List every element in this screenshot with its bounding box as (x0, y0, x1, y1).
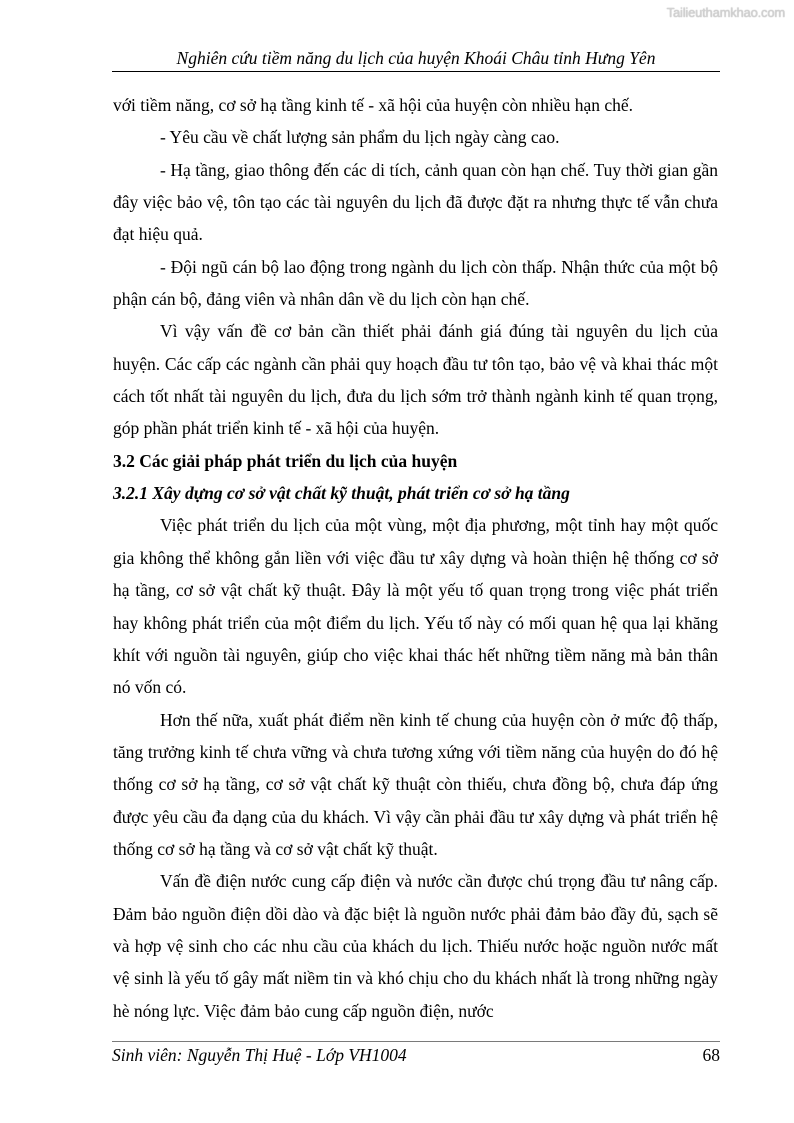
paragraph-continuation: với tiềm năng, cơ sở hạ tầng kinh tế - xã hội của huyện còn nhiều hạn chế. (113, 95, 634, 115)
header-title: Nghiên cứu tiềm năng du lịch của huyện Khoái Châu tỉnh Hưng Yên (176, 48, 656, 68)
document-body (113, 89, 718, 1027)
paragraph-economy: Hơn thế nữa, xuất phát điểm nền kinh tế chung của huyện còn ở mức độ thấp, tăng trưởng kinh tế chưa vững và chưa tương xứng với tiềm năng của huyện do đó hệ thống cơ sở hạ tầng, cơ sở vật chất kỹ thuật còn thiếu, chưa đồng bộ, chưa đáp ứng được yêu cầu đa dạng của du khách. Vì vậy cần phải đầu tư xây dựng và phát triển hệ thống cơ sở hạ tầng và cơ sở vật chất kỹ thuật. (113, 709, 718, 859)
page-header (112, 45, 720, 72)
bullet-paragraph-staff: - Đội ngũ cán bộ lao động trong ngành du lịch còn thấp. Nhận thức của một bộ phận cán bộ, đảng viên và nhân dân về du lịch còn hạn chế. (113, 256, 718, 310)
footer-author: Sinh viên: Nguyễn Thị Huệ - Lớp VH1004 (112, 1045, 407, 1065)
bullet-paragraph-quality: - Yêu cầu về chất lượng sản phẩm du lịch ngày càng cao. (160, 127, 560, 148)
section-heading-3-2: 3.2 Các giải pháp phát triển du lịch của huyện (113, 450, 458, 471)
page-footer (112, 1041, 720, 1068)
paragraph-utilities: Vấn đề điện nước cung cấp điện và nước cần được chú trọng đầu tư nâng cấp. Đảm bảo nguồn điện dồi dào và đặc biệt là nguồn nước phải đảm bảo đầy đủ, sạch sẽ và hợp vệ sinh cho các nhu cầu của khách du lịch. Thiếu nước hoặc nguồn nước mất vệ sinh là yếu tố gây mất niềm tin và khó chịu cho du khách nhất là trong những ngày hè nóng lực. Việc đảm bảo cung cấp nguồn điện, nước (113, 871, 718, 1021)
paragraph-conclusion: Vì vậy vấn đề cơ bản cần thiết phải đánh giá đúng tài nguyên du lịch của huyện. Các cấp các ngành cần phải quy hoạch đầu tư tôn tạo, bảo vệ và khai thác một cách tốt nhất tài nguyên du lịch, đưa du lịch sớm trở thành ngành kinh tế quan trọng, góp phần phát triển kinh tế - xã hội của huyện. (113, 321, 718, 439)
watermark-text: Tailieuthamkhao.com (666, 5, 785, 20)
subsection-heading-3-2-1: 3.2.1 Xây dựng cơ sở vật chất kỹ thuật, phát triển cơ sở hạ tầng (113, 483, 570, 504)
page-number: 68 (702, 1045, 720, 1065)
bullet-paragraph-infrastructure: - Hạ tầng, giao thông đến các di tích, cảnh quan còn hạn chế. Tuy thời gian gần đây việc bảo vệ, tôn tạo các tài nguyên du lịch đã được đặt ra nhưng thực tế vẫn chưa đạt hiệu quả. (113, 159, 718, 245)
paragraph-development: Việc phát triển du lịch của một vùng, một địa phương, một tỉnh hay một quốc gia không thể không gắn liền với việc đầu tư xây dựng và hoàn thiện hệ thống cơ sở hạ tầng, cơ sở vật chất kỹ thuật. Đây là một yếu tố quan trọng trong việc phát triển hay không phát triển của một điểm du lịch. Yếu tố này có mối quan hệ qua lại khăng khít với nguồn tài nguyên, giúp cho việc khai thác hết những tiềm năng mà bản thân nó vốn có. (113, 515, 718, 698)
